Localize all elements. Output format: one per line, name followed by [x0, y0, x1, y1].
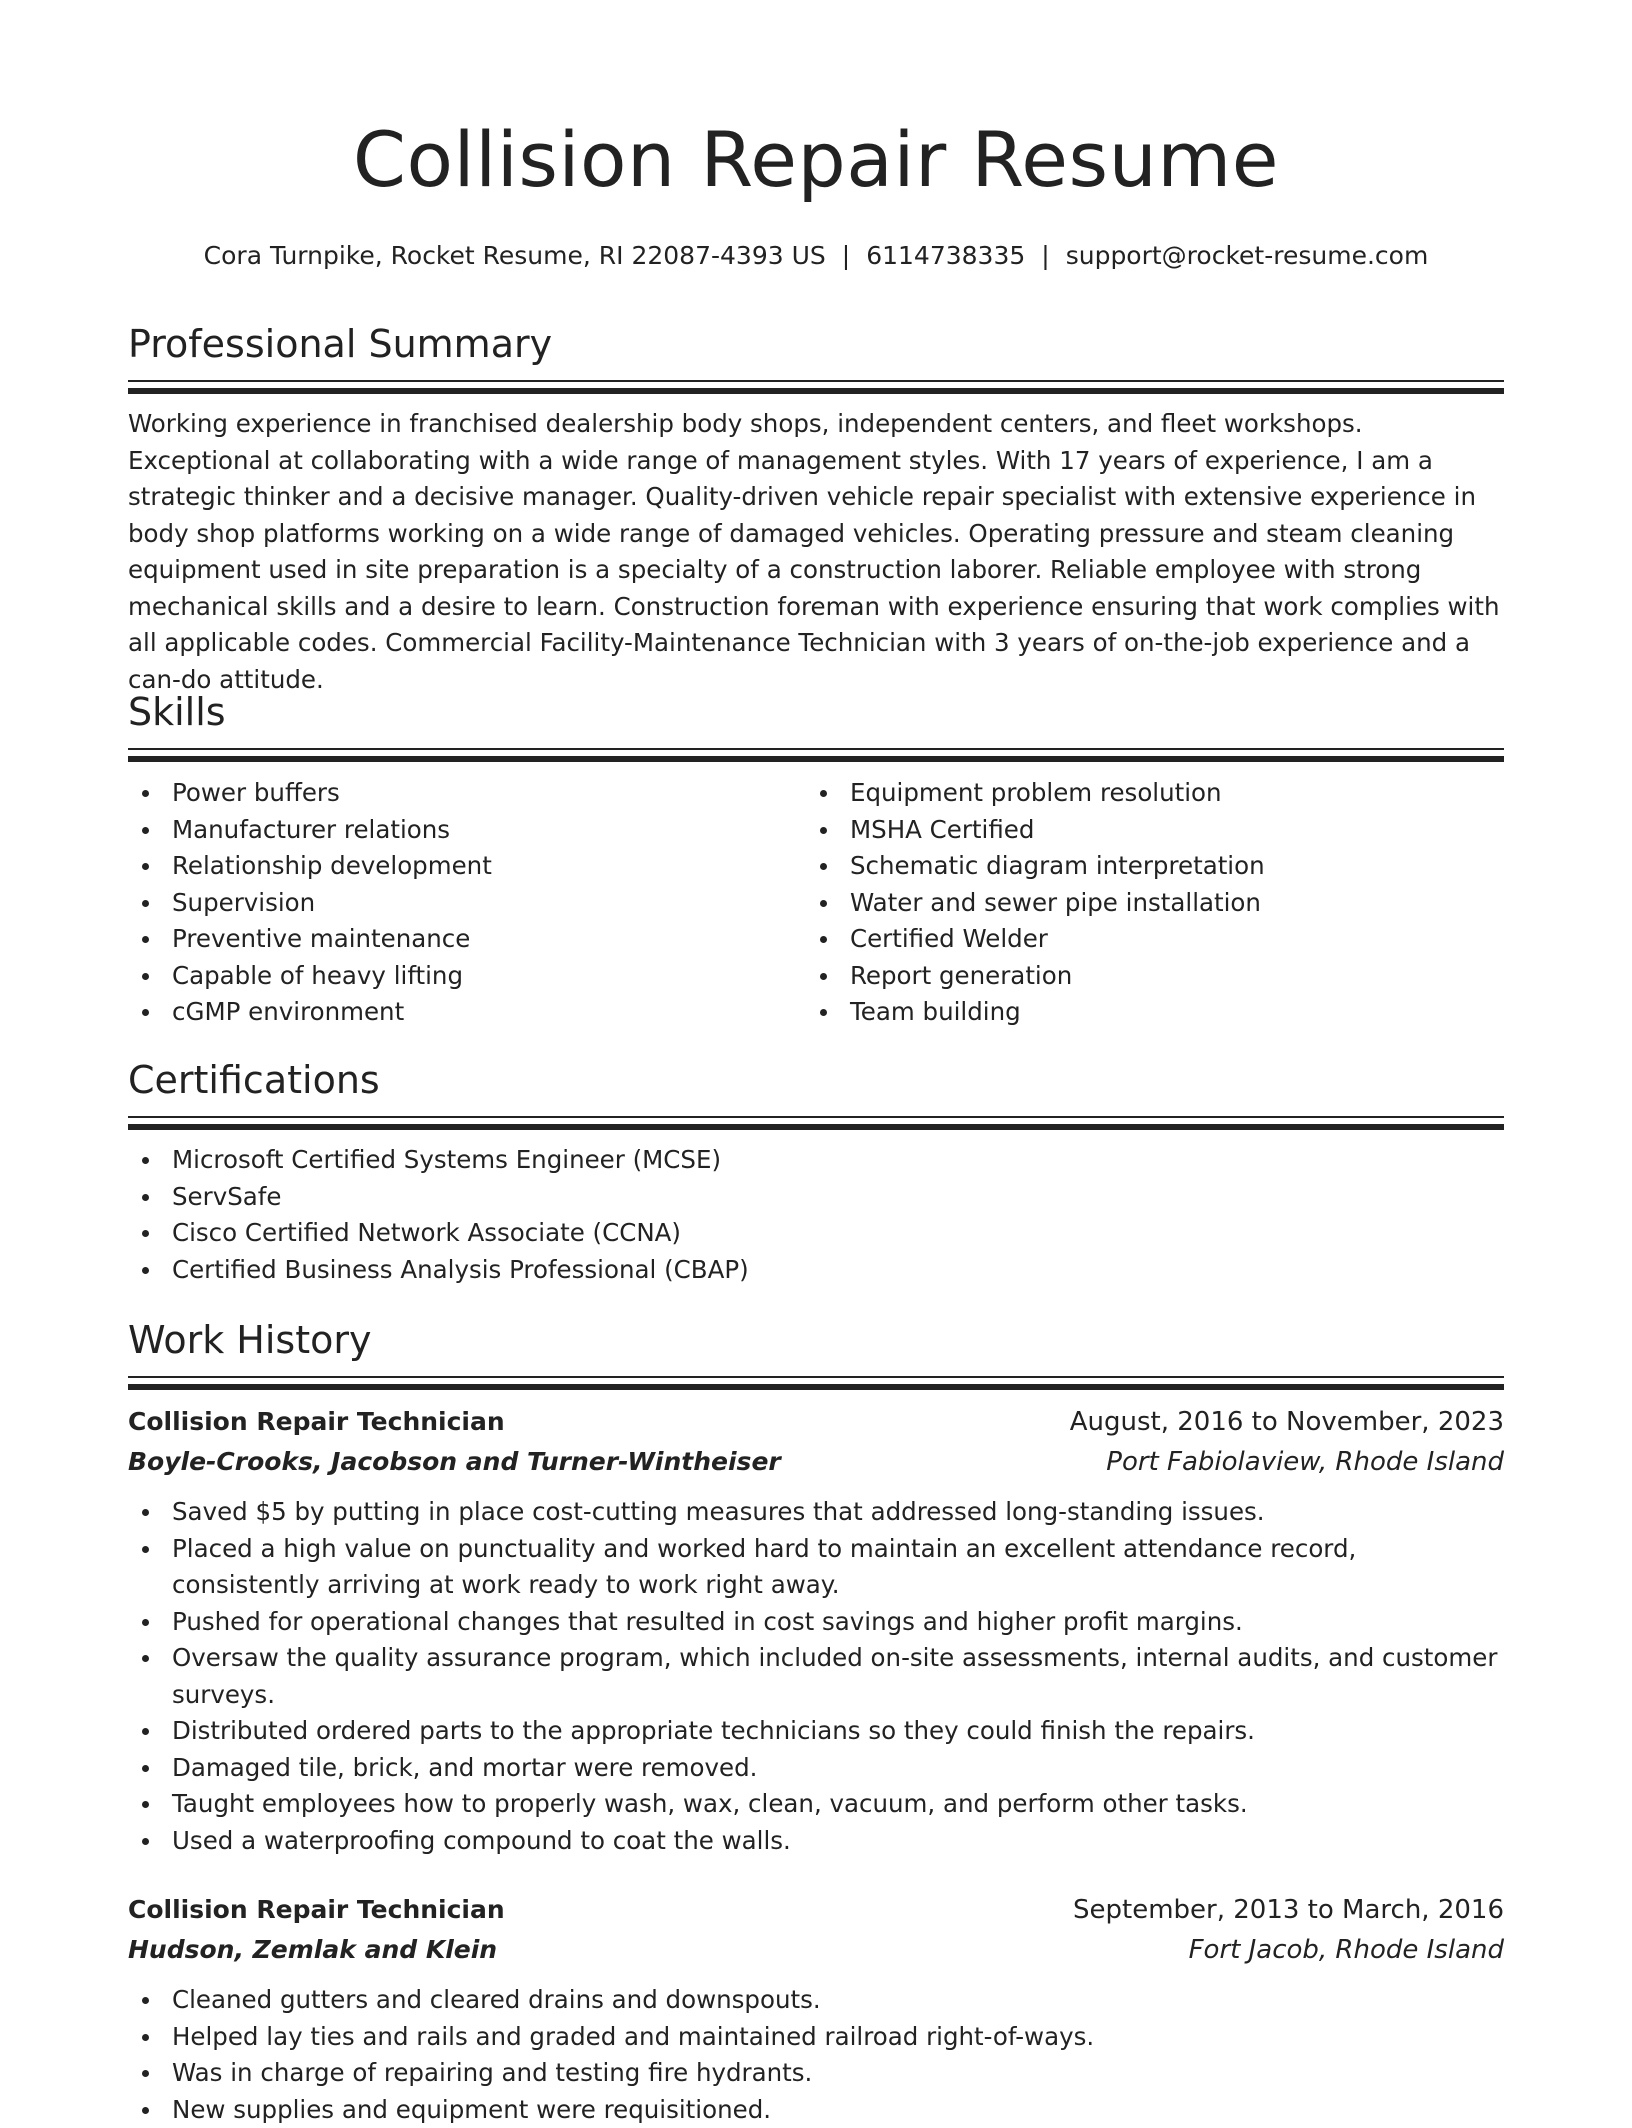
certification-item: ServSafe [128, 1179, 1504, 1216]
skill-item: MSHA Certified [806, 812, 1484, 849]
skill-item: Team building [806, 994, 1484, 1031]
work-history-heading: Work History [128, 1314, 1504, 1366]
job-employer: Boyle-Crooks, Jacobson and Turner-Wintheiser [128, 1442, 781, 1482]
skill-item: Water and sewer pipe installation [806, 885, 1484, 922]
summary-heading: Professional Summary [128, 318, 1504, 370]
resume-title: Collision Repair Resume [128, 110, 1504, 210]
job-title-row [128, 1402, 1504, 1442]
certification-item: Certified Business Analysis Professional (CBAP) [128, 1252, 1504, 1289]
job-employer: Hudson, Zemlak and Klein [128, 1930, 497, 1970]
contact-address: Cora Turnpike, Rocket Resume, RI 22087-4393 US [204, 241, 826, 270]
contact-email[interactable]: support@rocket-resume.com [1066, 241, 1429, 270]
section-divider [128, 1384, 1504, 1390]
contact-separator: | [842, 236, 850, 276]
job-bullets [128, 1494, 1504, 1859]
job-title-row [128, 1890, 1504, 1930]
work-history-section-header [128, 1314, 1504, 1390]
summary-section-header [128, 318, 1504, 394]
job-location: Fort Jacob, Rhode Island [1189, 1930, 1504, 1970]
summary-text: Working experience in franchised dealership body shops, independent centers, and fleet workshops. Exceptional at collaborating with a wide range of management styles. With 17 years of experience, I am a strategic thinker and a decisive manager. Quality-driven vehicle repair specialist with extensive experience in body shop platforms working on a wide range of damaged vehicles. Operating pressure and steam cleaning equipment used in site preparation is a specialty of a construction laborer. Reliable employee with strong mechanical skills and a desire to learn. Construction foreman with experience ensuring that work complies with all applicable codes. Commercial Facility-Maintenance Technician with 3 years of on-the-job experience and a can-do attitude. [128, 406, 1504, 698]
skill-item: Power buffers [128, 775, 806, 812]
job-dates: August, 2016 to November, 2023 [1070, 1402, 1504, 1442]
skill-item: Preventive maintenance [128, 921, 806, 958]
certifications-section-header [128, 1054, 1504, 1130]
job-bullet: Helped lay ties and rails and graded and maintained railroad right-of-ways. [128, 2019, 1504, 2056]
job-bullet: New supplies and equipment were requisitioned. [128, 2092, 1504, 2128]
contact-phone: 6114738335 [866, 241, 1025, 270]
section-divider [128, 1124, 1504, 1130]
certification-item: Microsoft Certified Systems Engineer (MCSE) [128, 1142, 1504, 1179]
job-bullet: Cleaned gutters and cleared drains and downspouts. [128, 1982, 1504, 2019]
job-bullet: Pushed for operational changes that resulted in cost savings and higher profit margins. [128, 1604, 1504, 1641]
contact-separator: | [1041, 236, 1049, 276]
job-bullet: Used a waterproofing compound to coat the walls. [128, 1823, 1504, 1860]
skill-item: Report generation [806, 958, 1484, 995]
section-divider [128, 388, 1504, 394]
job-bullet: Was in charge of repairing and testing fire hydrants. [128, 2055, 1504, 2092]
section-divider [128, 748, 1504, 750]
contact-line [128, 236, 1504, 276]
job-bullet: Oversaw the quality assurance program, which included on-site assessments, internal audits, and customer surveys. [128, 1640, 1504, 1713]
skill-item: cGMP environment [128, 994, 806, 1031]
skill-item: Manufacturer relations [128, 812, 806, 849]
certifications-list [128, 1142, 1504, 1288]
section-divider [128, 1376, 1504, 1378]
skill-item: Capable of heavy lifting [128, 958, 806, 995]
job-bullet: Placed a high value on punctuality and worked hard to maintain an excellent attendance record, consistently arriving at work ready to work right away. [128, 1531, 1504, 1604]
job-employer-row [128, 1930, 1504, 1970]
job-bullet: Saved $5 by putting in place cost-cutting measures that addressed long-standing issues. [128, 1494, 1504, 1531]
skills-list [128, 775, 1504, 1031]
section-divider [128, 1116, 1504, 1118]
skill-item: Certified Welder [806, 921, 1484, 958]
skills-column-left [128, 775, 806, 1031]
skill-item: Supervision [128, 885, 806, 922]
skill-item: Schematic diagram interpretation [806, 848, 1484, 885]
section-divider [128, 380, 1504, 382]
certification-item: Cisco Certified Network Associate (CCNA) [128, 1215, 1504, 1252]
job-title: Collision Repair Technician [128, 1890, 505, 1930]
certifications-heading: Certifications [128, 1054, 1504, 1106]
job-bullet: Damaged tile, brick, and mortar were removed. [128, 1750, 1504, 1787]
job-entry [128, 1890, 1504, 2128]
job-employer-row [128, 1442, 1504, 1482]
skill-item: Relationship development [128, 848, 806, 885]
section-divider [128, 756, 1504, 762]
skills-column-right [806, 775, 1484, 1031]
job-bullet: Taught employees how to properly wash, wax, clean, vacuum, and perform other tasks. [128, 1786, 1504, 1823]
job-bullets [128, 1982, 1504, 2128]
job-location: Port Fabiolaview, Rhode Island [1106, 1442, 1504, 1482]
job-entry [128, 1402, 1504, 1859]
skill-item: Equipment problem resolution [806, 775, 1484, 812]
job-bullet: Distributed ordered parts to the appropriate technicians so they could finish the repairs. [128, 1713, 1504, 1750]
job-title: Collision Repair Technician [128, 1402, 505, 1442]
skills-heading: Skills [128, 686, 1504, 738]
job-dates: September, 2013 to March, 2016 [1073, 1890, 1504, 1930]
skills-section-header [128, 686, 1504, 762]
